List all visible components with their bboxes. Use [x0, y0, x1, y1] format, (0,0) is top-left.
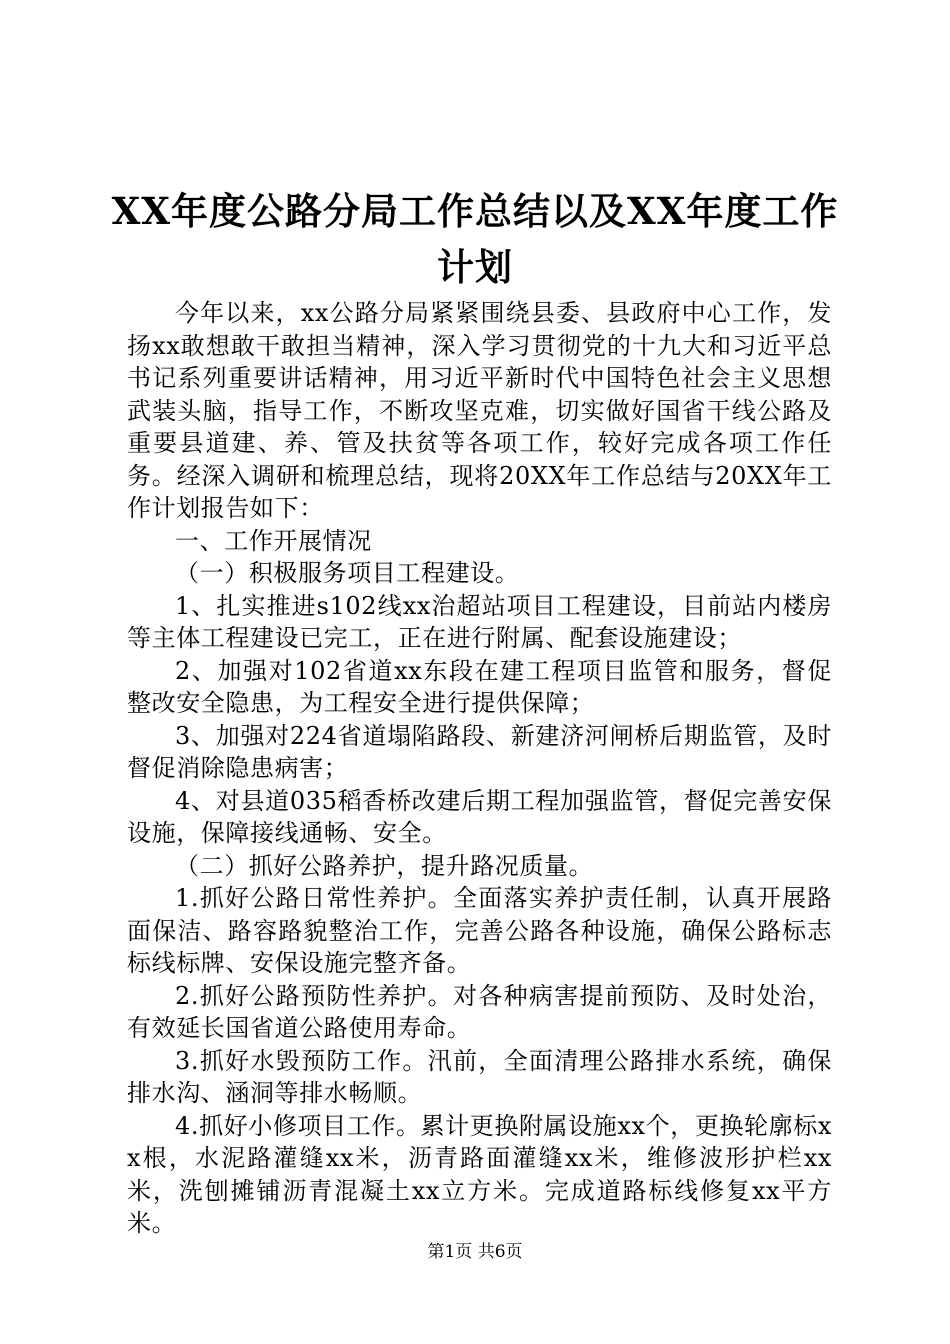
- list-item: 1.抓好公路日常性养护。全面落实养护责任制，认真开展路面保洁、路容路貌整治工作，完善公路各种设施，确保公路标志标线标牌、安保设施完整齐备。: [127, 884, 832, 977]
- list-item: 2、加强对102省道xx东段在建工程项目监管和服务，督促整改安全隐患，为工程安全进行提供保障；: [127, 656, 832, 717]
- subsection-heading-1: （一）积极服务项目工程建设。: [175, 559, 520, 587]
- list-item: 1、扎实推进s102线xx治超站项目工程建设，目前站内楼房等主体工程建设已完工，正在进行附属、配套设施建设；: [127, 591, 832, 652]
- list-item: 4、对县道035稻香桥改建后期工程加强监管，督促完善安保设施，保障接线通畅、安全。: [127, 786, 832, 847]
- document-title: XX年度公路分局工作总结以及XX年度工作计划: [111, 189, 839, 289]
- list-item: 4.抓好小修项目工作。累计更换附属设施xx个，更换轮廓标xx根，水泥路灌缝xx米，沥青路面灌缝xx米，维修波形护栏xx米，洗刨摊铺沥青混凝土xx立方米。完成道路标线修复xx平方米。: [127, 1111, 832, 1237]
- section-heading-1: 一、工作开展情况: [175, 526, 372, 555]
- page-footer: 第1页 共6页: [427, 1242, 523, 1262]
- list-item: 3.抓好水毁预防工作。汛前，全面清理公路排水系统，确保排水沟、涵洞等排水畅顺。: [127, 1046, 832, 1107]
- document-body: [127, 297, 832, 1240]
- list-item: 3、加强对224省道塌陷路段、新建济河闸桥后期监管，及时督促消除隐患病害；: [127, 721, 832, 782]
- subsection-heading-2: （二）抓好公路养护，提升路况质量。: [175, 851, 594, 880]
- list-item: 2.抓好公路预防性养护。对各种病害提前预防、及时处治，有效延长国省道公路使用寿命。: [127, 981, 832, 1042]
- intro-paragraph: 今年以来，xx公路分局紧紧围绕县委、县政府中心工作，发扬xx敢想敢干敢担当精神，深入学习贯彻党的十九大和习近平总书记系列重要讲话精神，用习近平新时代中国特色社会主义思想武装头脑，指导工作，不断攻坚克难，切实做好国省干线公路及重要县道建、养、管及扶贫等各项工作，较好完成各项工作任务。经深入调研和梳理总结，现将20XX年工作总结与20XX年工作计划报告如下：: [127, 299, 832, 522]
